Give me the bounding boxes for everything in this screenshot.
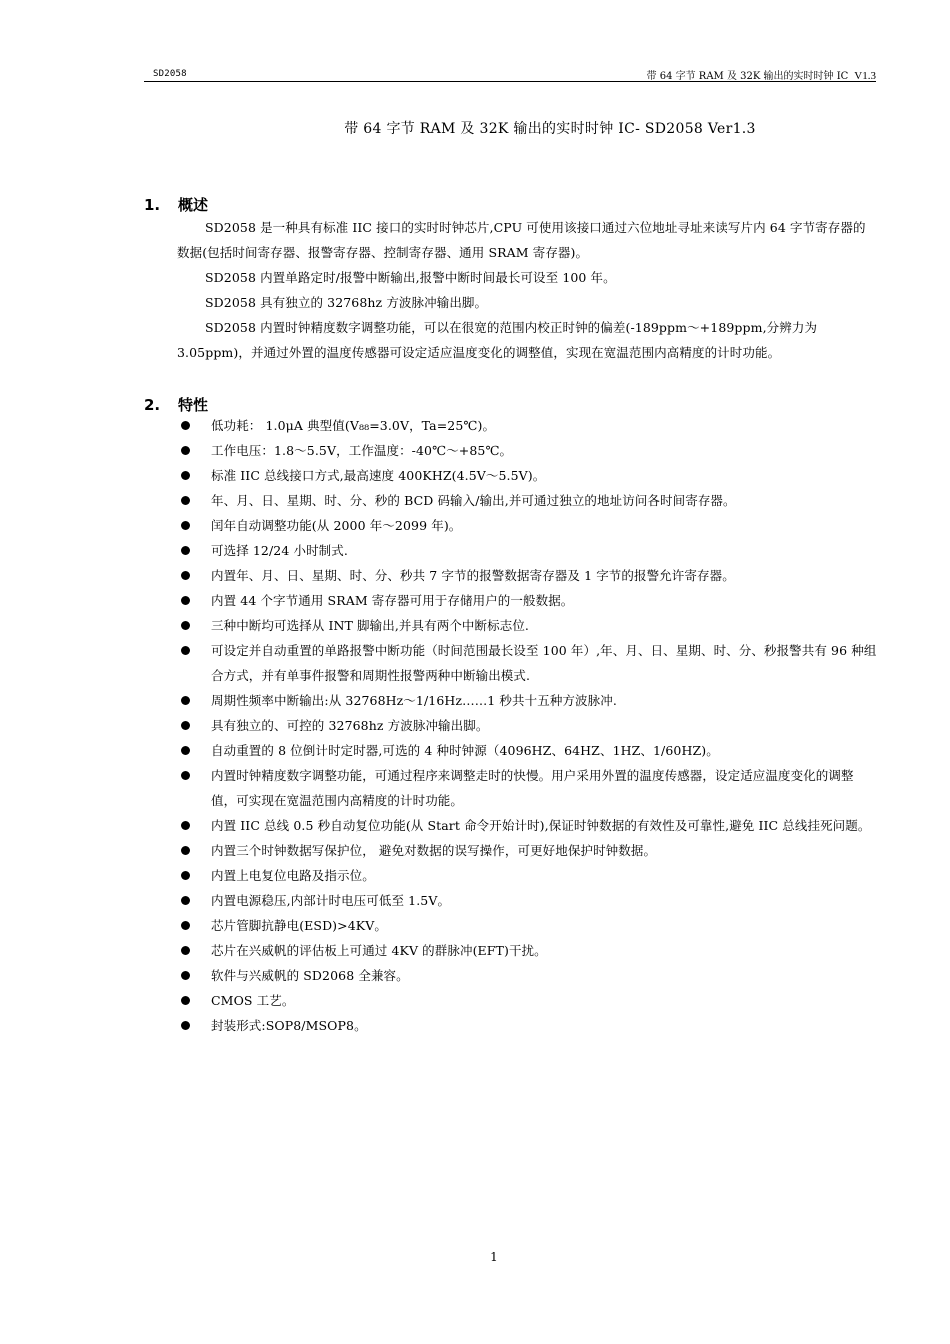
bullet-icon: [181, 521, 190, 530]
bullet-icon: [181, 496, 190, 505]
section-2-heading: [144, 394, 208, 415]
overview-paragraph-4: SD2058 内置时钟精度数字调整功能，可以在很宽的范围内校正时钟的偏差(-189ppm～+189ppm,分辨力为 3.05ppm)，并通过外置的温度传感器可设定适应温度变化的调整值，实现在宽温范围内高精度的计时功能。: [177, 320, 818, 360]
bullet-icon: [181, 546, 190, 555]
feature-item: 内置上电复位电路及指示位。: [177, 863, 877, 888]
page-number: 1: [490, 1250, 498, 1264]
feature-item: 年、月、日、星期、时、分、秒的 BCD 码输入/输出,并可通过独立的地址访问各时间寄存器。: [177, 488, 877, 513]
feature-item: 软件与兴威帆的 SD2068 全兼容。: [177, 963, 877, 988]
overview-paragraph-1: SD2058 是一种具有标准 IIC 接口的实时时钟芯片,CPU 可使用该接口通过六位地址寻址来读写片内 64 字节寄存器的数据(包括时间寄存器、报警寄存器、控制寄存器、通用 SRAM 寄存器)。: [177, 220, 866, 260]
bullet-icon: [181, 971, 190, 980]
feature-item: 内置时钟精度数字调整功能，可通过程序来调整走时的快慢。用户采用外置的温度传感器，设定适应温度变化的调整值，可实现在宽温范围内高精度的计时功能。: [177, 763, 877, 813]
feature-item: 三种中断均可选择从 INT 脚输出,并具有两个中断标志位.: [177, 613, 877, 638]
bullet-icon: [181, 846, 190, 855]
header-title-text: 带 64 字节 RAM 及 32K 输出的实时时钟 IC: [646, 71, 849, 82]
feature-item: 芯片管脚抗静电(ESD)>4KV。: [177, 913, 877, 938]
feature-item: 封装形式:SOP8/MSOP8。: [177, 1013, 877, 1038]
overview-paragraph-3: SD2058 具有独立的 32768hz 方波脉冲输出脚。: [205, 295, 488, 310]
feature-item: 自动重置的 8 位倒计时定时器,可选的 4 种时钟源（4096HZ、64HZ、1HZ、1/60HZ)。: [177, 738, 877, 763]
feature-item: 内置年、月、日、星期、时、分、秒共 7 字节的报警数据寄存器及 1 字节的报警允许寄存器。: [177, 563, 877, 588]
feature-item: 内置三个时钟数据写保护位， 避免对数据的误写操作，可更好地保护时钟数据。: [177, 838, 877, 863]
section-2-title: 特性: [178, 396, 209, 414]
header-doc-id: SD2058: [153, 69, 187, 79]
bullet-icon: [181, 421, 190, 430]
bullet-icon: [181, 746, 190, 755]
header-rule: [144, 81, 876, 82]
bullet-icon: [181, 596, 190, 605]
feature-item: 可选择 12/24 小时制式.: [177, 538, 877, 563]
bullet-icon: [181, 771, 190, 780]
section-2-number: 2.: [144, 396, 161, 414]
feature-item: 低功耗： 1.0μA 典型值(V₈₈=3.0V，Ta=25℃)。: [177, 413, 877, 438]
bullet-icon: [181, 446, 190, 455]
section-1-number: 1.: [144, 196, 161, 214]
feature-item: CMOS 工艺。: [177, 988, 877, 1013]
feature-item: 标准 IIC 总线接口方式,最高速度 400KHZ(4.5V～5.5V)。: [177, 463, 877, 488]
bullet-icon: [181, 571, 190, 580]
bullet-icon: [181, 721, 190, 730]
feature-item: 闰年自动调整功能(从 2000 年～2099 年)。: [177, 513, 877, 538]
overview-paragraph-2: SD2058 内置单路定时/报警中断输出,报警中断时间最长可设至 100 年。: [205, 270, 616, 285]
bullet-icon: [181, 871, 190, 880]
feature-item: 工作电压：1.8～5.5V，工作温度：-40℃～+85℃。: [177, 438, 877, 463]
bullet-icon: [181, 896, 190, 905]
bullet-icon: [181, 996, 190, 1005]
bullet-icon: [181, 696, 190, 705]
feature-item: 内置 IIC 总线 0.5 秒自动复位功能(从 Start 命令开始计时),保证时钟数据的有效性及可靠性,避免 IIC 总线挂死问题。: [177, 813, 877, 838]
feature-item: 内置电源稳压,内部计时电压可低至 1.5V。: [177, 888, 877, 913]
bullet-icon: [181, 471, 190, 480]
bullet-icon: [181, 946, 190, 955]
bullet-icon: [181, 1021, 190, 1030]
bullet-icon: [181, 921, 190, 930]
bullet-icon: [181, 621, 190, 630]
feature-item: 可设定并自动重置的单路报警中断功能（时间范围最长设至 100 年）,年、月、日、星期、时、分、秒报警共有 96 种组合方式，并有单事件报警和周期性报警两种中断输出模式.: [177, 638, 877, 688]
feature-list: [177, 413, 877, 1038]
feature-item: 周期性频率中断输出:从 32768Hz～1/16Hz……1 秒共十五种方波脉冲.: [177, 688, 877, 713]
feature-item: 内置 44 个字节通用 SRAM 寄存器可用于存储用户的一般数据。: [177, 588, 877, 613]
bullet-icon: [181, 821, 190, 830]
section-1-heading: [144, 194, 208, 215]
feature-item: 具有独立的、可控的 32768hz 方波脉冲输出脚。: [177, 713, 877, 738]
section-1-title: 概述: [178, 196, 209, 214]
feature-item: 芯片在兴威帆的评估板上可通过 4KV 的群脉冲(EFT)干扰。: [177, 938, 877, 963]
document-title: 带 64 字节 RAM 及 32K 输出的实时时钟 IC- SD2058 Ver1.3: [344, 121, 756, 137]
header-version: V1.3: [854, 70, 876, 82]
bullet-icon: [181, 646, 190, 655]
header-doc-title: [647, 67, 876, 82]
